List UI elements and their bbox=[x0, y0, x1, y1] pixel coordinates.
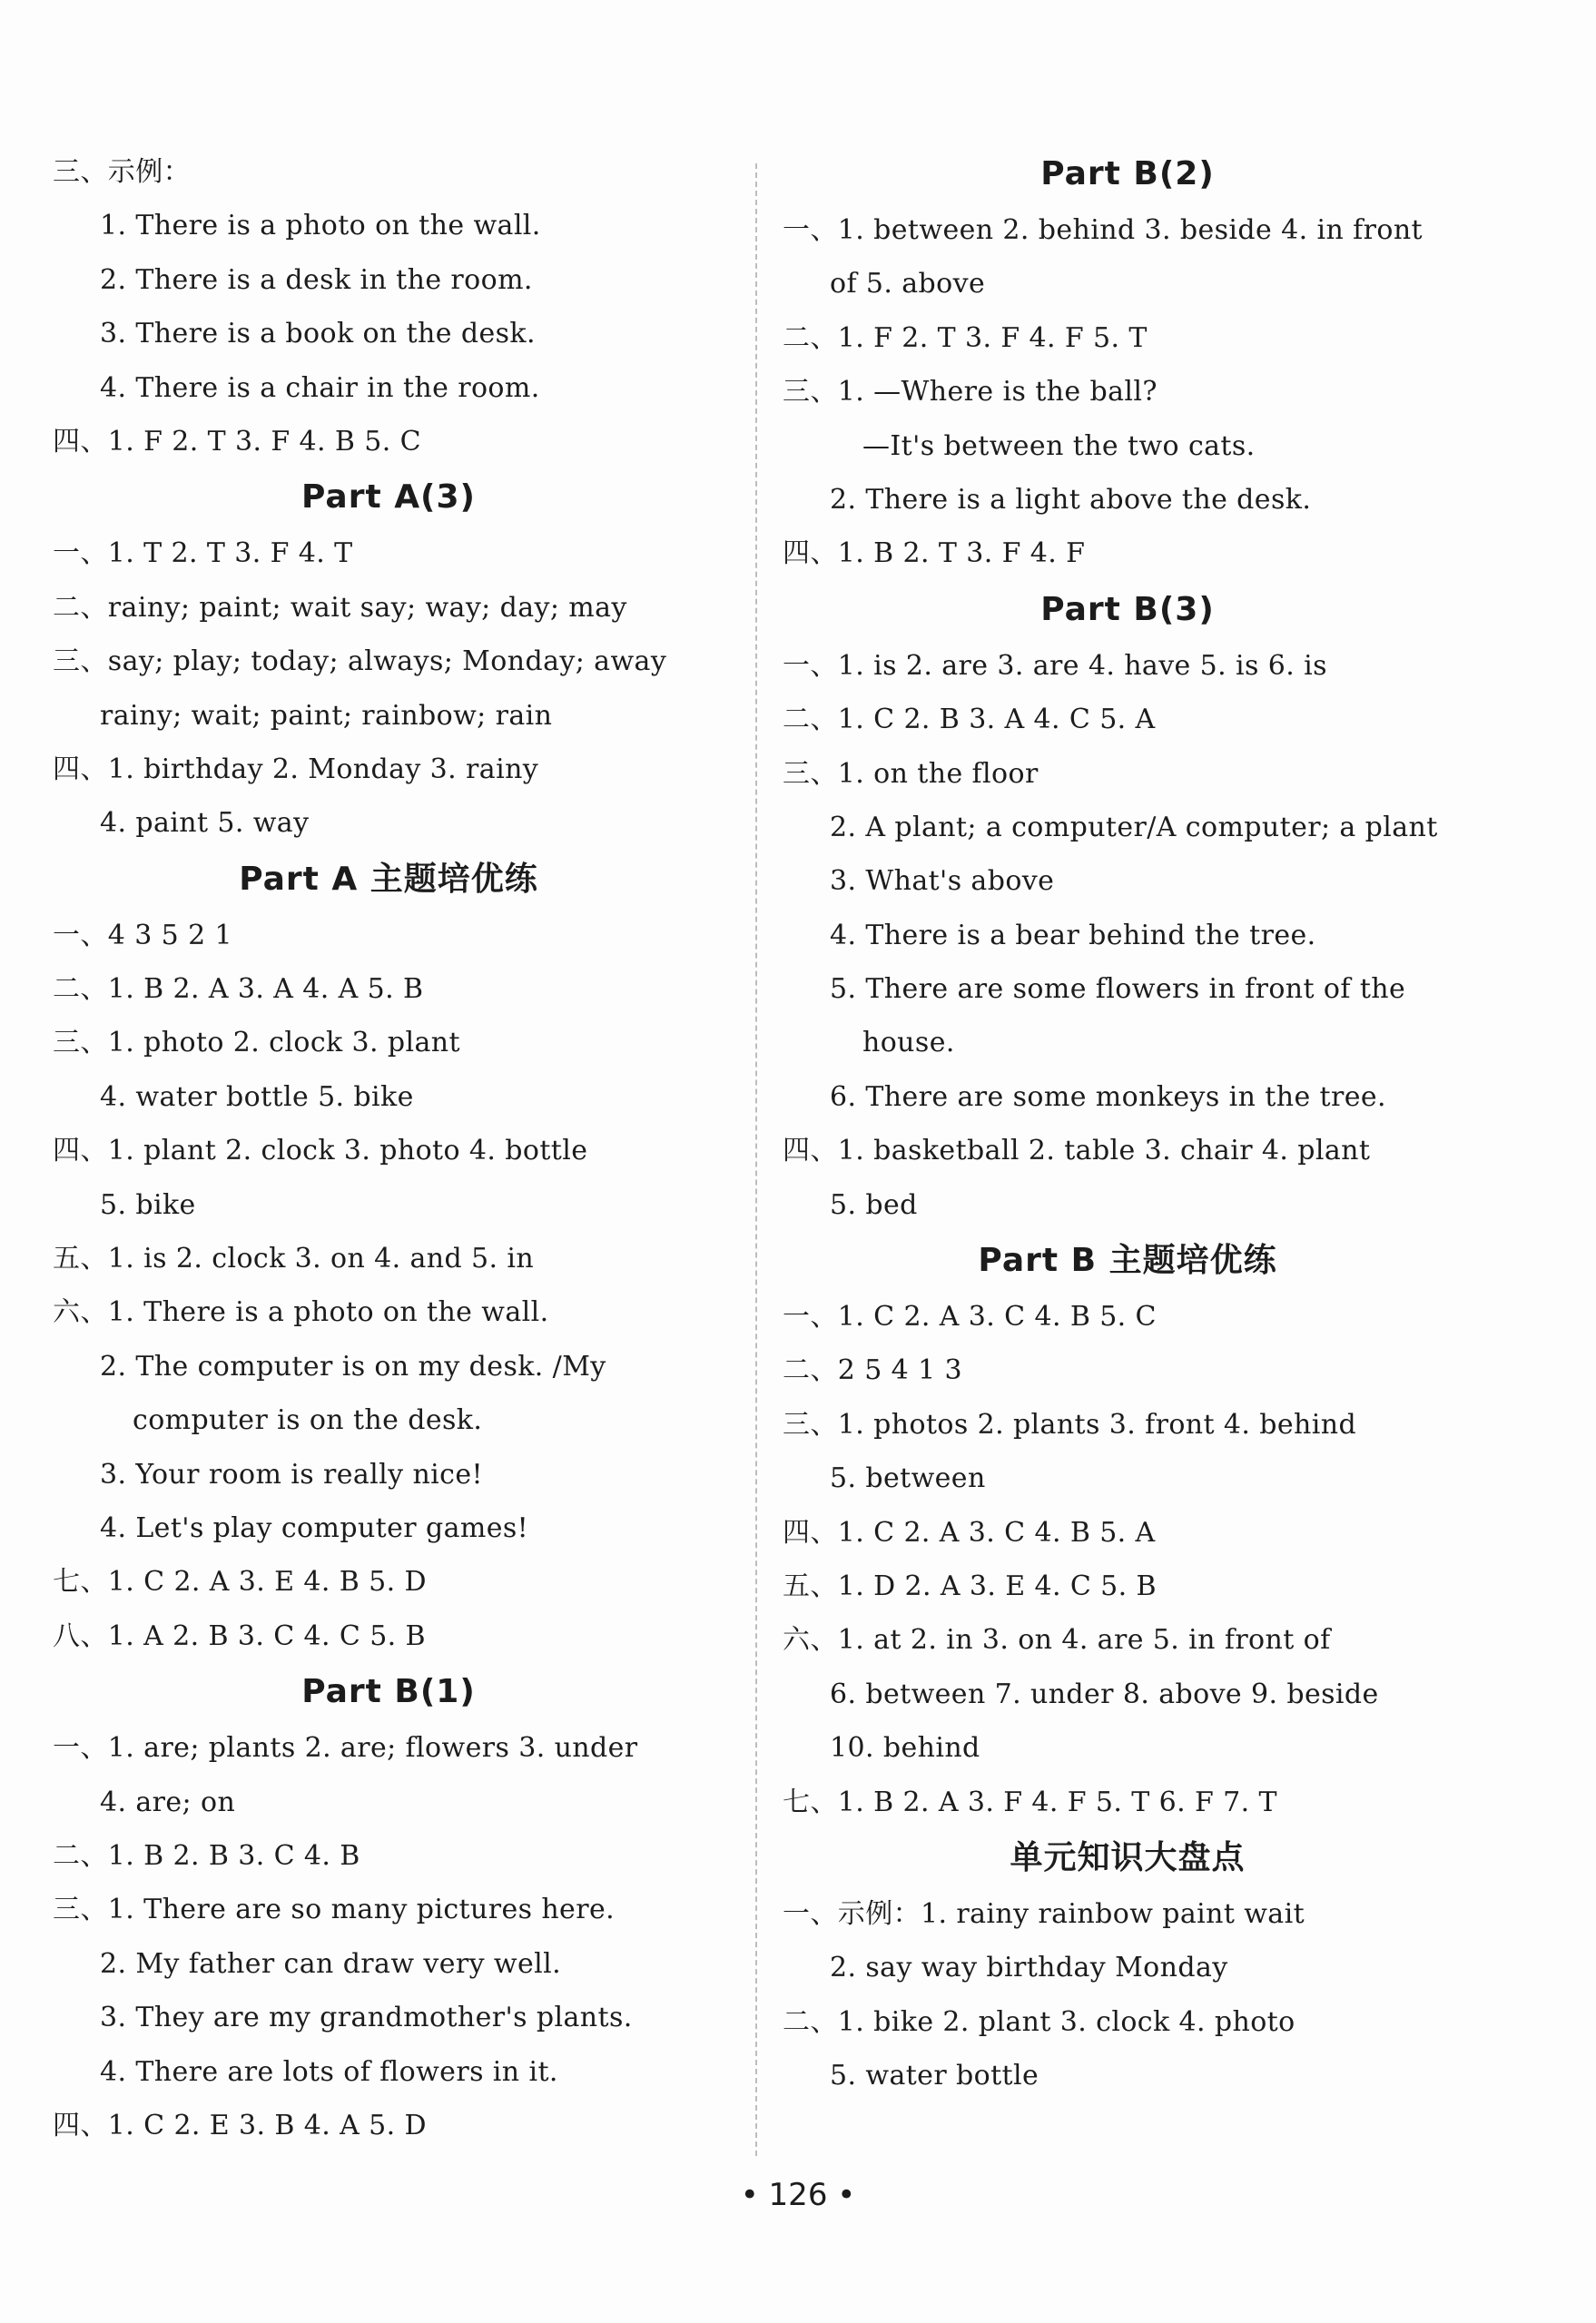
answer-line: 六、1. There is a photo on the wall. bbox=[53, 1296, 549, 1329]
answer-line: 6. There are some monkeys in the tree. bbox=[830, 1080, 1386, 1113]
answer-line: 4. There is a chair in the room. bbox=[100, 371, 540, 404]
answer-line: 二、1. bike 2. plant 3. clock 4. photo bbox=[783, 2005, 1296, 2038]
answer-line: 五、1. is 2. clock 3. on 4. and 5. in bbox=[53, 1243, 535, 1275]
answer-line: 三、1. There are so many pictures here. bbox=[53, 1894, 616, 1926]
answer-line: 六、1. at 2. in 3. on 4. are 5. in front of bbox=[783, 1624, 1331, 1657]
section-title: Part B(1) bbox=[301, 1673, 476, 1711]
answer-line: 四、1. C 2. A 3. C 4. B 5. A bbox=[783, 1516, 1156, 1549]
answer-line: 四、1. F 2. T 3. F 4. B 5. C bbox=[53, 425, 421, 458]
answer-line: 三、示例： bbox=[53, 156, 191, 188]
answer-line: 一、1. T 2. T 3. F 4. T bbox=[53, 537, 353, 570]
answer-line: 一、1. are; plants 2. are; flowers 3. under bbox=[53, 1732, 638, 1765]
answer-line: 3. They are my grandmother's plants. bbox=[100, 2002, 633, 2034]
answer-line: 三、1. photos 2. plants 3. front 4. behind bbox=[783, 1408, 1357, 1441]
answer-line: 五、1. D 2. A 3. E 4. C 5. B bbox=[783, 1570, 1157, 1602]
answer-line: 3. There is a book on the desk. bbox=[100, 318, 536, 350]
answer-line: house. bbox=[862, 1027, 955, 1059]
answer-line: 2. say way birthday Monday bbox=[830, 1952, 1228, 1984]
page-number: • 126 • bbox=[740, 2177, 856, 2213]
answer-line: 6. between 7. under 8. above 9. beside bbox=[830, 1678, 1379, 1710]
answer-line: 10. behind bbox=[830, 1732, 980, 1765]
answer-line: 三、1. —Where is the ball? bbox=[783, 376, 1158, 408]
answer-line: computer is on the desk. bbox=[133, 1404, 483, 1437]
answer-line: 二、1. B 2. A 3. A 4. A 5. B bbox=[53, 973, 424, 1006]
answer-line: 七、1. B 2. A 3. F 4. F 5. T 6. F 7. T bbox=[783, 1786, 1277, 1818]
section-title: Part A(3) bbox=[300, 478, 477, 517]
answer-line: 七、1. C 2. A 3. E 4. B 5. D bbox=[53, 1566, 427, 1599]
answer-line: 三、1. on the floor bbox=[783, 757, 1039, 790]
answer-line: 八、1. A 2. B 3. C 4. C 5. B bbox=[53, 1619, 427, 1652]
section-title: Part A 主题培优练 bbox=[239, 860, 538, 898]
left-column bbox=[53, 145, 724, 2152]
answer-line: 一、示例：1. rainy rainbow paint wait bbox=[783, 1897, 1305, 1930]
answer-line: 四、1. plant 2. clock 3. photo 4. bottle bbox=[53, 1135, 588, 1167]
answer-line: 二、rainy; paint; wait say; way; day; may bbox=[53, 591, 627, 624]
answer-line: 2. A plant; a computer/A computer; a plant bbox=[830, 811, 1438, 843]
answer-line: 3. Your room is really nice! bbox=[100, 1458, 483, 1491]
answer-line: 2. There is a light above the desk. bbox=[830, 483, 1312, 516]
answer-line: 三、say; play; today; always; Monday; away bbox=[53, 645, 667, 678]
answer-line: 一、4 3 5 2 1 bbox=[53, 919, 232, 951]
answer-line: 4. There are lots of flowers in it. bbox=[100, 2055, 558, 2088]
answer-line: 2. My father can draw very well. bbox=[100, 1947, 562, 1980]
answer-line: 5. bed bbox=[830, 1188, 918, 1221]
section-title: Part B 主题培优练 bbox=[978, 1242, 1277, 1280]
answer-line: 二、1. B 2. B 3. C 4. B bbox=[53, 1839, 360, 1872]
answer-line: of 5. above bbox=[830, 268, 986, 300]
answer-line: 一、1. between 2. behind 3. beside 4. in front bbox=[783, 214, 1424, 246]
column-divider bbox=[755, 163, 757, 2156]
answer-line: 四、1. basketball 2. table 3. chair 4. plant bbox=[783, 1135, 1371, 1167]
answer-line: 一、1. is 2. are 3. are 4. have 5. is 6. is bbox=[783, 649, 1327, 682]
answer-line: —It's between the two cats. bbox=[862, 429, 1256, 462]
answer-line: 四、1. B 2. T 3. F 4. F bbox=[783, 537, 1086, 570]
answer-line: 一、1. C 2. A 3. C 4. B 5. C bbox=[783, 1301, 1157, 1334]
section-title: Part B(3) bbox=[1040, 590, 1215, 628]
answer-line: 二、2 5 4 1 3 bbox=[783, 1354, 962, 1387]
answer-line: 3. What's above bbox=[830, 865, 1055, 898]
answer-line: 5. bike bbox=[100, 1188, 196, 1221]
section-title: 单元知识大盘点 bbox=[1010, 1838, 1246, 1876]
answer-line: 4. are; on bbox=[100, 1786, 236, 1818]
answer-line: 4. paint 5. way bbox=[100, 807, 310, 840]
answer-line: 4. There is a bear behind the tree. bbox=[830, 919, 1316, 951]
answer-line: 四、1. birthday 2. Monday 3. rainy bbox=[53, 753, 539, 785]
answer-line: 4. water bottle 5. bike bbox=[100, 1080, 414, 1113]
answer-line: 2. There is a desk in the room. bbox=[100, 263, 533, 296]
answer-line: 三、1. photo 2. clock 3. plant bbox=[53, 1027, 460, 1059]
answer-line: 二、1. C 2. B 3. A 4. C 5. A bbox=[783, 704, 1156, 736]
answer-line: 5. There are some flowers in front of the bbox=[830, 973, 1406, 1006]
right-column bbox=[783, 145, 1473, 2103]
answer-line: 四、1. C 2. E 3. B 4. A 5. D bbox=[53, 2109, 427, 2141]
answer-line: 5. water bottle bbox=[830, 2060, 1039, 2092]
section-title: Part B(2) bbox=[1040, 155, 1215, 192]
answer-line: 二、1. F 2. T 3. F 4. F 5. T bbox=[783, 321, 1148, 354]
answer-line: 5. between bbox=[830, 1462, 986, 1495]
answer-line: 1. There is a photo on the wall. bbox=[100, 210, 541, 242]
answer-line: 2. The computer is on my desk. /My bbox=[100, 1350, 606, 1383]
answer-line: 4. Let's play computer games! bbox=[100, 1511, 529, 1544]
answer-line: rainy; wait; paint; rainbow; rain bbox=[100, 699, 553, 732]
